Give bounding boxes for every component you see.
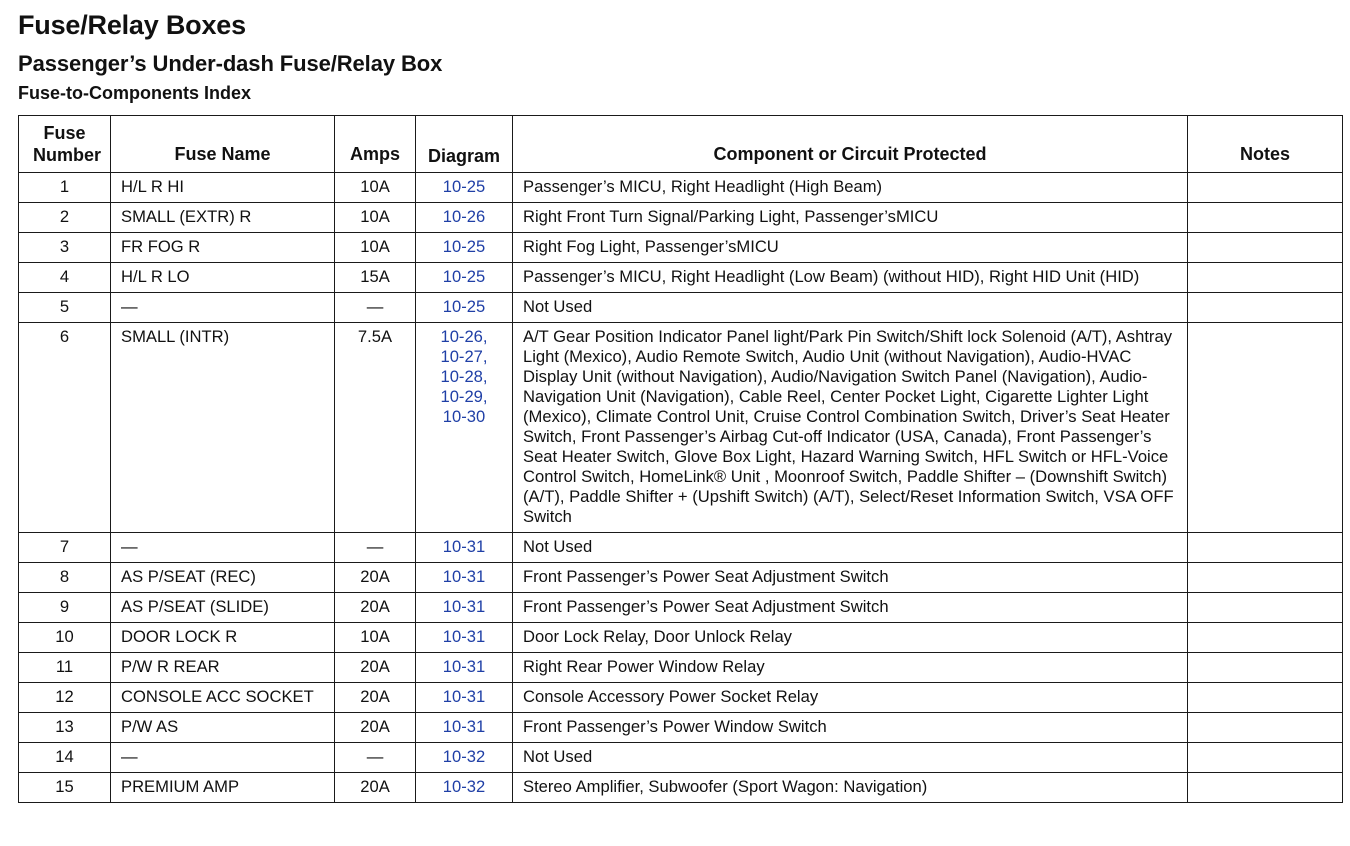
fuse-number-cell: 6 <box>19 323 111 533</box>
diagram-cell <box>416 623 513 653</box>
diagram-cell <box>416 173 513 203</box>
notes-cell <box>1188 743 1343 773</box>
amps-cell: 15A <box>335 263 416 293</box>
fuse-name-cell: AS P/SEAT (SLIDE) <box>111 593 335 623</box>
diagram-cell <box>416 263 513 293</box>
fuse-index-table <box>18 115 1343 803</box>
amps-cell: 20A <box>335 773 416 803</box>
diagram-reference: 10-25 <box>442 297 486 316</box>
diagram-cell <box>416 743 513 773</box>
col-header-component: Component or Circuit Protected <box>513 116 1188 173</box>
col-header-fuse-number: Fuse Number <box>19 116 111 173</box>
table-row <box>19 593 1343 623</box>
notes-cell <box>1188 323 1343 533</box>
page-subtitle: Passenger’s Under-dash Fuse/Relay Box <box>18 51 443 76</box>
component-cell: Not Used <box>513 743 1188 773</box>
component-cell: Door Lock Relay, Door Unlock Relay <box>513 623 1188 653</box>
diagram-cell <box>416 773 513 803</box>
amps-cell: — <box>335 533 416 563</box>
diagram-reference: 10-31 <box>442 657 486 676</box>
diagram-reference: 10-28, <box>440 367 488 386</box>
amps-cell: 10A <box>335 173 416 203</box>
amps-cell: 20A <box>335 683 416 713</box>
table-row <box>19 173 1343 203</box>
table-row <box>19 773 1343 803</box>
diagram-reference: 10-32 <box>442 777 486 796</box>
diagram-cell <box>416 593 513 623</box>
table-row <box>19 533 1343 563</box>
diagram-cell <box>416 293 513 323</box>
diagram-reference: 10-31 <box>442 537 486 556</box>
fuse-number-cell: 8 <box>19 563 111 593</box>
table-body <box>19 173 1343 803</box>
diagram-cell <box>416 713 513 743</box>
amps-cell: 20A <box>335 653 416 683</box>
fuse-name-cell: — <box>111 533 335 563</box>
fuse-number-cell: 10 <box>19 623 111 653</box>
diagram-reference: 10-31 <box>442 627 486 646</box>
diagram-reference: 10-31 <box>442 687 486 706</box>
fuse-number-cell: 14 <box>19 743 111 773</box>
fuse-number-cell: 5 <box>19 293 111 323</box>
component-cell: Right Front Turn Signal/Parking Light, Passenger’sMICU <box>513 203 1188 233</box>
table-row <box>19 233 1343 263</box>
diagram-reference: 10-31 <box>442 597 486 616</box>
fuse-name-cell: AS P/SEAT (REC) <box>111 563 335 593</box>
table-row <box>19 263 1343 293</box>
table-row <box>19 563 1343 593</box>
diagram-cell <box>416 203 513 233</box>
fuse-name-cell: — <box>111 743 335 773</box>
diagram-cell <box>416 233 513 263</box>
document-page <box>18 8 1342 105</box>
notes-cell <box>1188 653 1343 683</box>
component-cell: Stereo Amplifier, Subwoofer (Sport Wagon: Navigation) <box>513 773 1188 803</box>
notes-cell <box>1188 293 1343 323</box>
col-header-notes: Notes <box>1188 116 1343 173</box>
diagram-reference: 10-29, <box>440 387 488 406</box>
col-header-amps: Amps <box>335 116 416 173</box>
component-cell: A/T Gear Position Indicator Panel light/Park Pin Switch/Shift lock Solenoid (A/T), Ashtray Light (Mexico), Audio Remote Switch, Audio Unit (without Navigation), Audio-HVAC Display Unit (without Navigation), Audio/Navigation Switch Panel (Navigation), Audio-Navigation Unit (Navigation), Cable Reel, Center Pocket Light, Cigarette Lighter Light (Mexico), Climate Control Unit, Cruise Control Combination Switch, Driver’s Seat Heater Switch, Front Passenger’s Airbag Cut-off Indicator (USA, Canada), Front Passenger’s Seat Heater Switch, Glove Box Light, Hazard Warning Switch, HFL Switch or HFL-Voice Control Switch, HomeLink® Unit , Moonroof Switch, Paddle Shifter – (Downshift Switch) (A/T), Paddle Shifter + (Upshift Switch) (A/T), Select/Reset Information Switch, VSA OFF Switch <box>513 323 1188 533</box>
table-row <box>19 683 1343 713</box>
diagram-reference: 10-31 <box>442 717 486 736</box>
notes-cell <box>1188 683 1343 713</box>
amps-cell: 10A <box>335 233 416 263</box>
fuse-number-cell: 4 <box>19 263 111 293</box>
notes-cell <box>1188 623 1343 653</box>
amps-cell: 10A <box>335 623 416 653</box>
fuse-name-cell: SMALL (INTR) <box>111 323 335 533</box>
fuse-name-cell: H/L R HI <box>111 173 335 203</box>
diagram-reference: 10-31 <box>442 567 486 586</box>
component-cell: Right Fog Light, Passenger’sMICU <box>513 233 1188 263</box>
diagram-cell <box>416 563 513 593</box>
fuse-name-cell: FR FOG R <box>111 233 335 263</box>
fuse-name-cell: — <box>111 293 335 323</box>
fuse-name-cell: DOOR LOCK R <box>111 623 335 653</box>
table-row <box>19 713 1343 743</box>
diagram-reference: 10-25 <box>442 237 486 256</box>
component-cell: Front Passenger’s Power Seat Adjustment Switch <box>513 593 1188 623</box>
fuse-number-cell: 13 <box>19 713 111 743</box>
component-cell: Right Rear Power Window Relay <box>513 653 1188 683</box>
component-cell: Passenger’s MICU, Right Headlight (High Beam) <box>513 173 1188 203</box>
amps-cell: 20A <box>335 593 416 623</box>
amps-cell: 7.5A <box>335 323 416 533</box>
fuse-number-cell: 9 <box>19 593 111 623</box>
table-row <box>19 653 1343 683</box>
component-cell: Console Accessory Power Socket Relay <box>513 683 1188 713</box>
table-row <box>19 293 1343 323</box>
fuse-number-cell: 12 <box>19 683 111 713</box>
component-cell: Not Used <box>513 293 1188 323</box>
amps-cell: — <box>335 293 416 323</box>
col-header-fuse-name: Fuse Name <box>111 116 335 173</box>
diagram-reference: 10-32 <box>442 747 486 766</box>
fuse-name-cell: SMALL (EXTR) R <box>111 203 335 233</box>
diagram-reference: 10-25 <box>442 267 486 286</box>
section-heading: Fuse-to-Components Index <box>18 83 251 103</box>
fuse-number-cell: 15 <box>19 773 111 803</box>
notes-cell <box>1188 203 1343 233</box>
notes-cell <box>1188 593 1343 623</box>
notes-cell <box>1188 233 1343 263</box>
diagram-cell <box>416 683 513 713</box>
component-cell: Passenger’s MICU, Right Headlight (Low Beam) (without HID), Right HID Unit (HID) <box>513 263 1188 293</box>
table-row <box>19 323 1343 533</box>
fuse-name-cell: PREMIUM AMP <box>111 773 335 803</box>
notes-cell <box>1188 173 1343 203</box>
notes-cell <box>1188 533 1343 563</box>
diagram-cell <box>416 653 513 683</box>
fuse-number-cell: 7 <box>19 533 111 563</box>
fuse-number-cell: 1 <box>19 173 111 203</box>
fuse-number-cell: 3 <box>19 233 111 263</box>
diagram-reference: 10-25 <box>442 177 486 196</box>
table-row <box>19 743 1343 773</box>
fuse-number-cell: 2 <box>19 203 111 233</box>
table-row <box>19 203 1343 233</box>
table-row <box>19 623 1343 653</box>
table-header-row <box>19 116 1343 173</box>
fuse-name-cell: P/W AS <box>111 713 335 743</box>
component-cell: Front Passenger’s Power Window Switch <box>513 713 1188 743</box>
amps-cell: — <box>335 743 416 773</box>
notes-cell <box>1188 563 1343 593</box>
diagram-cell <box>416 323 513 533</box>
notes-cell <box>1188 263 1343 293</box>
notes-cell <box>1188 713 1343 743</box>
amps-cell: 10A <box>335 203 416 233</box>
diagram-cell <box>416 533 513 563</box>
fuse-name-cell: P/W R REAR <box>111 653 335 683</box>
amps-cell: 20A <box>335 563 416 593</box>
component-cell: Not Used <box>513 533 1188 563</box>
component-cell: Front Passenger’s Power Seat Adjustment Switch <box>513 563 1188 593</box>
diagram-reference: 10-30 <box>442 407 486 426</box>
page-title: Fuse/Relay Boxes <box>18 10 246 40</box>
fuse-number-cell: 11 <box>19 653 111 683</box>
fuse-name-cell: H/L R LO <box>111 263 335 293</box>
diagram-reference: 10-27, <box>440 347 488 366</box>
amps-cell: 20A <box>335 713 416 743</box>
diagram-reference: 10-26 <box>442 207 486 226</box>
notes-cell <box>1188 773 1343 803</box>
col-header-diagram: Diagram <box>416 116 513 173</box>
diagram-reference: 10-26, <box>440 327 488 346</box>
fuse-name-cell: CONSOLE ACC SOCKET <box>111 683 335 713</box>
